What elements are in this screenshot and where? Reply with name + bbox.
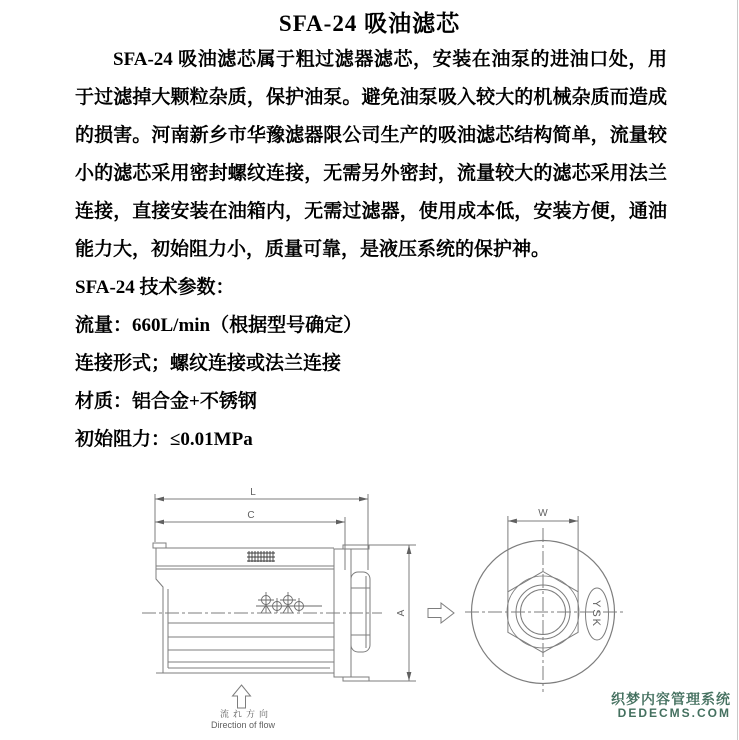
brand-oval [586, 588, 609, 640]
intro-paragraph: SFA-24 吸油滤芯属于粗过滤器滤芯，安装在油泵的进油口处，用于过滤掉大颗粒杂质，保护油泵。避免油泵吸入较大的机械杂质而造成的损害。河南新乡市华豫滤器限公司生产的吸油滤芯结构简单，流量较小的滤芯采用密封螺纹连接，无需另外密封，流量较大的滤芯采用法兰连接，直接安装在油箱内，无需过滤器，使用成本低，安装方便，通油能力大，初始阻力小，质量可靠，是液压系统的保护神。 [75, 49, 667, 260]
spec-heading: SFA-24 技术参数： [75, 277, 235, 298]
flow-label-jp: 流れ方向 [219, 709, 273, 719]
spec-connection: 连接形式；螺纹连接或法兰连接 [75, 353, 342, 374]
flow-direction [211, 685, 276, 730]
brand-label: YSK [590, 599, 602, 629]
dim-L-label: L [250, 487, 256, 498]
spec-initial-resistance: 初始阻力：≤0.01MPa [75, 429, 253, 450]
flow-label-en: Direction of flow [210, 720, 276, 730]
weld-symbols [256, 592, 322, 613]
document-body [75, 41, 667, 459]
dedecms-watermark [611, 692, 731, 721]
watermark-line1: 织梦内容管理系统 [611, 691, 731, 707]
flow-arrow-icon [233, 685, 251, 708]
dimension-L [155, 487, 368, 570]
view-direction-arrow-icon [428, 603, 454, 623]
dim-C-label: C [247, 510, 255, 521]
watermark-line2: DEDECMS.COM [617, 706, 731, 721]
side-view [142, 487, 416, 730]
page-title: SFA-24 吸油滤芯 [278, 11, 461, 36]
dim-W-label: W [538, 508, 548, 519]
mesh-hatch-symbol [247, 551, 275, 562]
spec-flow-rate: 流量：660L/min（根据型号确定） [75, 315, 363, 336]
dim-A-label: A [396, 609, 407, 617]
spec-material: 材质：铝合金+不锈钢 [75, 391, 257, 412]
filter-body [153, 543, 334, 673]
end-view [465, 508, 624, 692]
